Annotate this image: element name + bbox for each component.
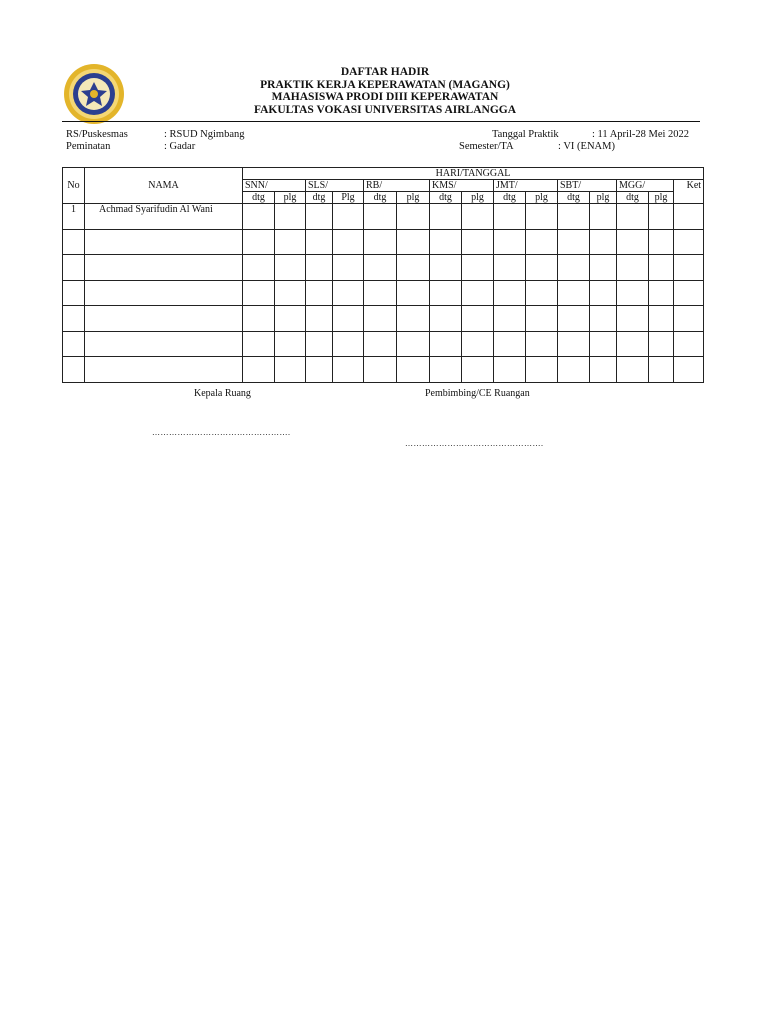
attendance-cell [649, 204, 674, 230]
ket-header: Ket [674, 180, 704, 204]
row-no [63, 280, 85, 306]
attendance-cell [397, 204, 430, 230]
sub-header-plg: plg [526, 192, 558, 204]
attendance-cell [617, 331, 649, 357]
attendance-cell [526, 306, 558, 332]
sub-header-dtg: dtg [558, 192, 590, 204]
row-nama [85, 306, 243, 332]
attendance-cell [397, 229, 430, 255]
attendance-cell [243, 229, 275, 255]
sub-header-dtg: dtg [306, 192, 333, 204]
attendance-cell [462, 306, 494, 332]
attendance-cell [275, 255, 306, 281]
attendance-cell [430, 204, 462, 230]
ket-cell [674, 331, 704, 357]
table-row [63, 204, 704, 230]
sub-header-plg: plg [462, 192, 494, 204]
sub-header-dtg: dtg [243, 192, 275, 204]
row-nama: Achmad Syarifudin Al Wani [85, 204, 243, 230]
attendance-cell [397, 306, 430, 332]
row-nama [85, 331, 243, 357]
attendance-cell [462, 331, 494, 357]
attendance-cell [526, 331, 558, 357]
attendance-cell [243, 357, 275, 383]
table-row [63, 255, 704, 281]
attendance-cell [649, 357, 674, 383]
day-header-mgg: MGG/ [617, 180, 674, 192]
attendance-cell [364, 280, 397, 306]
attendance-cell [558, 255, 590, 281]
attendance-cell [333, 331, 364, 357]
attendance-cell [526, 229, 558, 255]
header-divider [62, 121, 700, 122]
table-row [63, 229, 704, 255]
row-no [63, 229, 85, 255]
attendance-cell [306, 357, 333, 383]
sub-header-dtg: dtg [430, 192, 462, 204]
attendance-cell [494, 357, 526, 383]
day-header-rb: RB/ [364, 180, 430, 192]
attendance-cell [649, 280, 674, 306]
attendance-cell [558, 204, 590, 230]
table-row [63, 280, 704, 306]
attendance-cell [617, 204, 649, 230]
attendance-cell [306, 229, 333, 255]
attendance-cell [617, 255, 649, 281]
attendance-cell [364, 255, 397, 281]
attendance-cell [526, 204, 558, 230]
row-no [63, 331, 85, 357]
ket-cell [674, 357, 704, 383]
attendance-cell [590, 229, 617, 255]
ket-cell [674, 229, 704, 255]
attendance-cell [590, 357, 617, 383]
attendance-cell [649, 255, 674, 281]
attendance-cell [649, 331, 674, 357]
attendance-cell [306, 204, 333, 230]
ket-cell [674, 204, 704, 230]
row-no [63, 255, 85, 281]
peminatan-value: : Gadar [164, 141, 196, 152]
attendance-cell [462, 357, 494, 383]
tanggal-praktik-value: : 11 April-28 Mei 2022 [592, 129, 690, 140]
attendance-cell [275, 280, 306, 306]
semester-value: : VI (ENAM) [558, 141, 615, 152]
pembimbing-label: Pembimbing/CE Ruangan [425, 388, 530, 399]
attendance-cell [494, 255, 526, 281]
attendance-cell [526, 280, 558, 306]
attendance-cell [617, 280, 649, 306]
attendance-cell [494, 280, 526, 306]
attendance-cell [243, 306, 275, 332]
attendance-cell [430, 331, 462, 357]
attendance-cell [617, 229, 649, 255]
attendance-cell [364, 204, 397, 230]
hari-tanggal-header: HARI/TANGGAL [243, 168, 704, 180]
row-nama [85, 255, 243, 281]
attendance-cell [558, 229, 590, 255]
table-row [63, 357, 704, 383]
attendance-cell [243, 280, 275, 306]
attendance-cell [333, 280, 364, 306]
row-no [63, 306, 85, 332]
attendance-cell [462, 280, 494, 306]
sub-header-dtg: dtg [617, 192, 649, 204]
attendance-cell [494, 229, 526, 255]
attendance-cell [649, 306, 674, 332]
header-subtitle-program: PRAKTIK KERJA KEPERAWATAN (MAGANG) [260, 78, 510, 91]
attendance-cell [430, 255, 462, 281]
attendance-cell [590, 204, 617, 230]
attendance-cell [462, 255, 494, 281]
attendance-cell [275, 204, 306, 230]
attendance-table [62, 167, 704, 383]
attendance-cell [397, 255, 430, 281]
attendance-cell [364, 306, 397, 332]
row-nama [85, 280, 243, 306]
attendance-cell [275, 229, 306, 255]
attendance-cell [590, 331, 617, 357]
attendance-cell [306, 280, 333, 306]
peminatan-label: Peminatan [66, 141, 111, 152]
attendance-cell [275, 357, 306, 383]
university-seal-logo [63, 63, 125, 125]
table-row [63, 306, 704, 332]
attendance-cell [243, 331, 275, 357]
ket-cell [674, 255, 704, 281]
attendance-cell [275, 331, 306, 357]
attendance-cell [558, 306, 590, 332]
day-header-kms: KMS/ [430, 180, 494, 192]
semester-label: Semester/TA [459, 141, 514, 152]
sub-header-plg: plg [397, 192, 430, 204]
attendance-cell [306, 331, 333, 357]
kepala-ruang-label: Kepala Ruang [194, 388, 251, 399]
day-header-jmt: JMT/ [494, 180, 558, 192]
sub-header-plg: plg [649, 192, 674, 204]
attendance-cell [364, 229, 397, 255]
attendance-cell [333, 229, 364, 255]
attendance-cell [333, 204, 364, 230]
attendance-cell [397, 331, 430, 357]
attendance-cell [494, 204, 526, 230]
attendance-cell [558, 280, 590, 306]
attendance-cell [590, 280, 617, 306]
sub-header-dtg: dtg [494, 192, 526, 204]
attendance-cell [430, 280, 462, 306]
ket-cell [674, 306, 704, 332]
sub-header-plg: plg [275, 192, 306, 204]
attendance-cell [243, 204, 275, 230]
header-title: DAFTAR HADIR [340, 66, 430, 78]
attendance-cell [306, 306, 333, 332]
header-subtitle-study: MAHASISWA PRODI DIII KEPERAWATAN [271, 91, 499, 103]
header-subtitle-faculty: FAKULTAS VOKASI UNIVERSITAS AIRLANGGA [253, 103, 517, 116]
nama-header: NAMA [85, 168, 243, 204]
attendance-cell [494, 331, 526, 357]
attendance-cell [494, 306, 526, 332]
attendance-cell [558, 331, 590, 357]
attendance-cell [462, 229, 494, 255]
sub-header-plg: Plg [333, 192, 364, 204]
attendance-cell [333, 306, 364, 332]
attendance-cell [430, 357, 462, 383]
table-row [63, 331, 704, 357]
table-header-row-1 [63, 168, 704, 180]
day-header-sls: SLS/ [306, 180, 364, 192]
day-header-snn: SNN/ [243, 180, 306, 192]
sub-header-dtg: dtg [364, 192, 397, 204]
attendance-cell [306, 255, 333, 281]
attendance-cell [462, 204, 494, 230]
attendance-cell [243, 255, 275, 281]
day-header-sbt: SBT/ [558, 180, 617, 192]
attendance-cell [526, 255, 558, 281]
attendance-cell [397, 357, 430, 383]
document-header [180, 66, 590, 116]
pembimbing-signature-line: …………………………………………. [405, 439, 544, 448]
attendance-cell [430, 306, 462, 332]
kepala-ruang-signature-line: …………………………………………. [152, 428, 291, 437]
sub-header-plg: plg [590, 192, 617, 204]
row-nama [85, 357, 243, 383]
attendance-cell [430, 229, 462, 255]
attendance-cell [590, 306, 617, 332]
attendance-cell [617, 357, 649, 383]
attendance-cell [275, 306, 306, 332]
ket-cell [674, 280, 704, 306]
attendance-cell [558, 357, 590, 383]
attendance-cell [333, 255, 364, 281]
attendance-cell [617, 306, 649, 332]
attendance-cell [364, 331, 397, 357]
no-header: No [63, 168, 85, 204]
rs-label: RS/Puskesmas [66, 129, 128, 140]
row-no [63, 357, 85, 383]
tanggal-praktik-label: Tanggal Praktik [492, 129, 559, 140]
row-nama [85, 229, 243, 255]
row-no: 1 [63, 204, 85, 230]
attendance-cell [333, 357, 364, 383]
attendance-cell [526, 357, 558, 383]
attendance-cell [590, 255, 617, 281]
rs-value: : RSUD Ngimbang [164, 129, 245, 140]
attendance-cell [364, 357, 397, 383]
attendance-cell [397, 280, 430, 306]
attendance-cell [649, 229, 674, 255]
